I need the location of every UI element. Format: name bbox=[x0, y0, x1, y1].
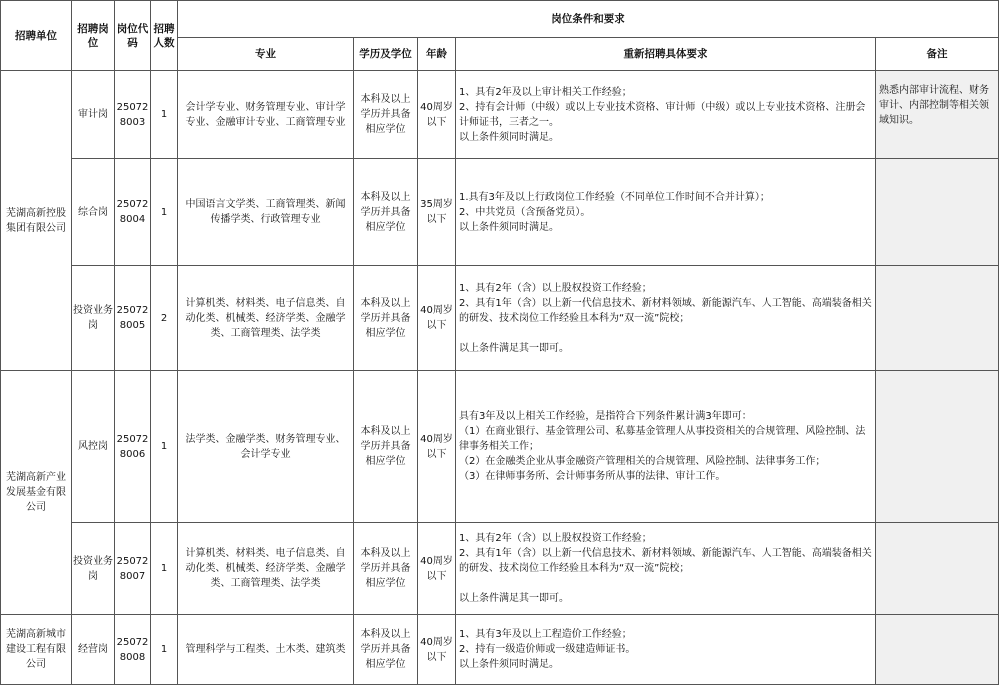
cell-post: 经营岗 bbox=[72, 615, 115, 685]
cell-specific: 1.具有3年及以上行政岗位工作经验（不同单位工作时间不合并计算）； 2、中共党员（含预备党员）。 以上条件须同时满足。 bbox=[456, 159, 876, 266]
cell-age: 40周岁以下 bbox=[418, 371, 456, 523]
cell-specific: 1、具有2年（含）以上股权投资工作经验； 2、具有1年（含）以上新一代信息技术、新材料领域、新能源汽车、人工智能、高端装备相关的研发、技术岗位工作经验且本科为“双一流”院校； 以上条件满足其一即可。 bbox=[456, 266, 876, 371]
table-row bbox=[1, 71, 999, 159]
cell-unit: 芜湖高新控股集团有限公司 bbox=[1, 71, 72, 371]
table-row bbox=[1, 615, 999, 685]
cell-post: 审计岗 bbox=[72, 71, 115, 159]
cell-post: 综合岗 bbox=[72, 159, 115, 266]
cell-education: 本科及以上学历并具备相应学位 bbox=[354, 159, 418, 266]
cell-age: 40周岁以下 bbox=[418, 266, 456, 371]
header-code: 岗位代码 bbox=[115, 1, 151, 71]
cell-age: 40周岁以下 bbox=[418, 71, 456, 159]
cell-education: 本科及以上学历并具备相应学位 bbox=[354, 371, 418, 523]
cell-major: 法学类、金融学类、财务管理专业、会计学专业 bbox=[178, 371, 354, 523]
header-unit: 招聘单位 bbox=[1, 1, 72, 71]
cell-specific: 1、具有2年及以上审计相关工作经验； 2、持有会计师（中级）或以上专业技术资格、审计师（中级）或以上专业技术资格、注册会计师证书，三者之一。 以上条件须同时满足。 bbox=[456, 71, 876, 159]
cell-remarks bbox=[876, 523, 999, 615]
cell-remarks bbox=[876, 615, 999, 685]
header-age: 年龄 bbox=[418, 38, 456, 71]
cell-count: 1 bbox=[151, 159, 178, 266]
cell-age: 40周岁以下 bbox=[418, 523, 456, 615]
cell-code: 250728008 bbox=[115, 615, 151, 685]
table-row bbox=[1, 266, 999, 371]
cell-count: 1 bbox=[151, 523, 178, 615]
cell-count: 1 bbox=[151, 371, 178, 523]
cell-education: 本科及以上学历并具备相应学位 bbox=[354, 523, 418, 615]
cell-count: 1 bbox=[151, 615, 178, 685]
cell-education: 本科及以上学历并具备相应学位 bbox=[354, 266, 418, 371]
cell-remarks bbox=[876, 159, 999, 266]
cell-major: 中国语言文学类、工商管理类、新闻传播学类、行政管理专业 bbox=[178, 159, 354, 266]
header-major: 专业 bbox=[178, 38, 354, 71]
cell-count: 2 bbox=[151, 266, 178, 371]
header-post: 招聘岗位 bbox=[72, 1, 115, 71]
cell-post: 风控岗 bbox=[72, 371, 115, 523]
cell-age: 40周岁以下 bbox=[418, 615, 456, 685]
cell-specific: 具有3年及以上相关工作经验，是指符合下列条件累计满3年即可： （1）在商业银行、基金管理公司、私募基金管理人从事投资相关的合规管理、风险控制、法律事务相关工作； （2）在金融类企业从事金融资产管理相关的合规管理、风险控制、法律事务工作； （3）在律师事务所、会计师事务所从事的法律、审计工作。 bbox=[456, 371, 876, 523]
header-specific: 重新招聘具体要求 bbox=[456, 38, 876, 71]
header-requirements: 岗位条件和要求 bbox=[178, 1, 999, 38]
cell-major: 计算机类、材料类、电子信息类、自动化类、机械类、经济学类、金融学类、工商管理类、法学类 bbox=[178, 523, 354, 615]
cell-education: 本科及以上学历并具备相应学位 bbox=[354, 615, 418, 685]
header-remarks: 备注 bbox=[876, 38, 999, 71]
cell-remarks bbox=[876, 266, 999, 371]
cell-specific: 1、具有2年（含）以上股权投资工作经验； 2、具有1年（含）以上新一代信息技术、新材料领域、新能源汽车、人工智能、高端装备相关的研发、技术岗位工作经验且本科为“双一流”院校； 以上条件满足其一即可。 bbox=[456, 523, 876, 615]
cell-major: 管理科学与工程类、土木类、建筑类 bbox=[178, 615, 354, 685]
cell-major: 计算机类、材料类、电子信息类、自动化类、机械类、经济学类、金融学类、工商管理类、法学类 bbox=[178, 266, 354, 371]
cell-age: 35周岁以下 bbox=[418, 159, 456, 266]
cell-code: 250728005 bbox=[115, 266, 151, 371]
table-row bbox=[1, 159, 999, 266]
cell-code: 250728007 bbox=[115, 523, 151, 615]
cell-count: 1 bbox=[151, 71, 178, 159]
table-row bbox=[1, 523, 999, 615]
cell-education: 本科及以上学历并具备相应学位 bbox=[354, 71, 418, 159]
table-row bbox=[1, 371, 999, 523]
cell-major: 会计学专业、财务管理专业、审计学专业、金融审计专业、工商管理专业 bbox=[178, 71, 354, 159]
cell-specific: 1、具有3年及以上工程造价工作经验； 2、持有一级造价师或一级建造师证书。 以上条件须同时满足。 bbox=[456, 615, 876, 685]
cell-post: 投资业务岗 bbox=[72, 523, 115, 615]
cell-code: 250728003 bbox=[115, 71, 151, 159]
cell-post: 投资业务岗 bbox=[72, 266, 115, 371]
cell-remarks bbox=[876, 371, 999, 523]
cell-unit: 芜湖高新产业发展基金有限公司 bbox=[1, 371, 72, 615]
header-count: 招聘人数 bbox=[151, 1, 178, 71]
cell-remarks: 熟悉内部审计流程、财务审计、内部控制等相关领域知识。 bbox=[876, 71, 999, 159]
cell-code: 250728006 bbox=[115, 371, 151, 523]
cell-unit: 芜湖高新城市建设工程有限公司 bbox=[1, 615, 72, 685]
header-education: 学历及学位 bbox=[354, 38, 418, 71]
cell-code: 250728004 bbox=[115, 159, 151, 266]
